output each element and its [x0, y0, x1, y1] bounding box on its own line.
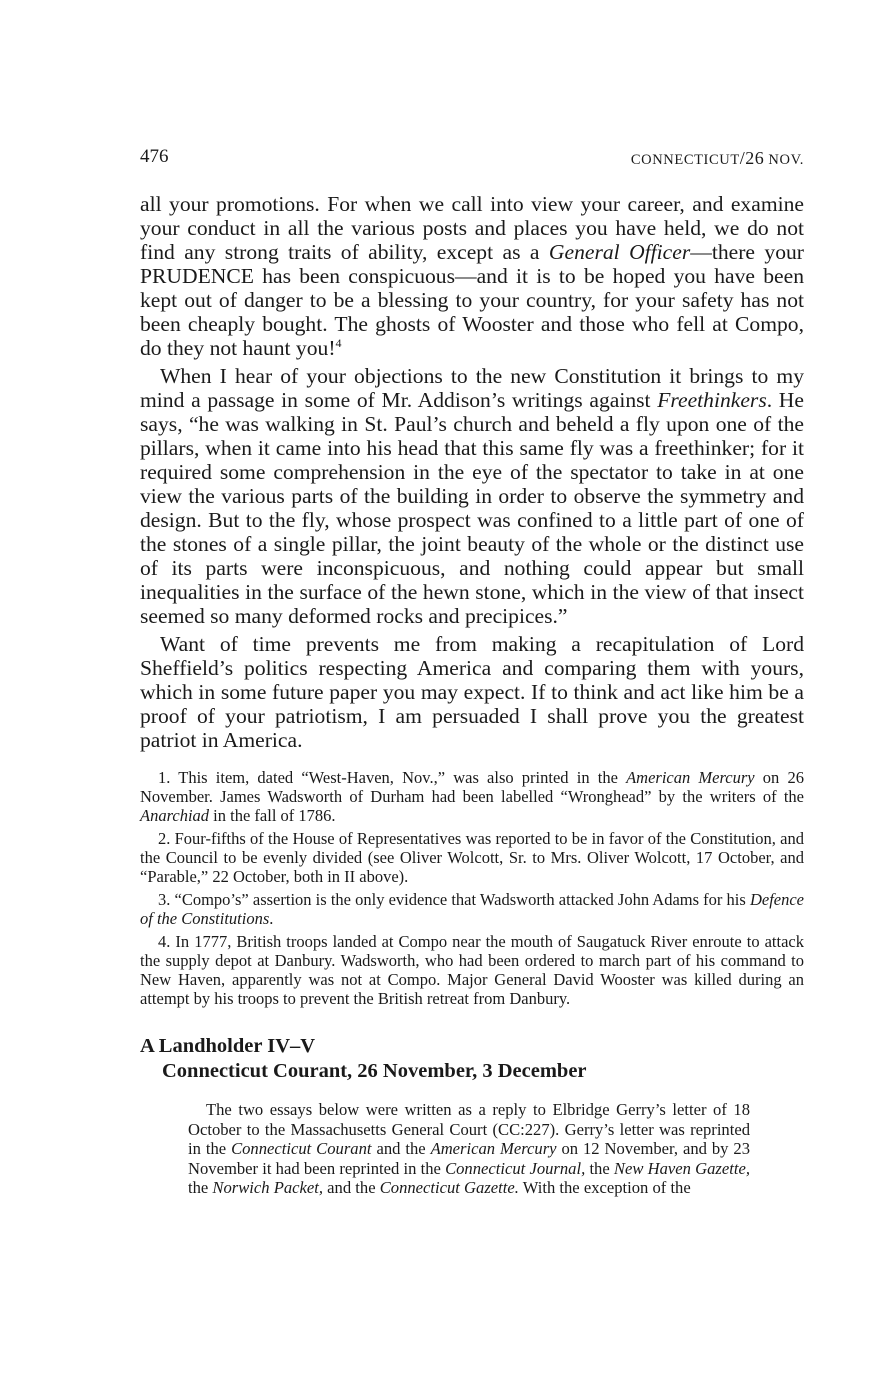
text-run: The two essays below were written as a reply to Elbridge Gerry’s letter of 18 October to the Massachusetts General Court (CC:227). Gerry’s letter was reprinted in the — [188, 1100, 750, 1159]
footnotes — [140, 768, 804, 1008]
italic-text: Connecticut Courant — [231, 1139, 372, 1159]
section-heading — [140, 1034, 804, 1084]
italic-text: Anarchiad — [140, 806, 210, 825]
headnote — [188, 1100, 750, 1198]
section-subtitle: Connecticut Courant, 26 November, 3 December — [162, 1060, 587, 1082]
running-title-state: CONNECTICUT — [630, 152, 740, 168]
paragraph — [140, 364, 804, 628]
italic-text: Connecticut Gazette. — [379, 1178, 519, 1198]
book-page — [140, 140, 804, 1198]
text-run: . He says, “he was walking in St. Paul’s church and beheld a fly upon one of the pillars, when it came into his head that this same fly was a freethinker; for it required some comprehension in the eye of the spectator to take in at one view the various parts of the building in order to observe the symmetry and design. But to the fly, whose prospect was confined to a little part of one of the stones of a single pillar, the joint beauty of the whole or the distinct use of its parts were inconspicuous, and nothing could appear but small inequalities in the surface of the hewn stone, which in the view of that insect seemed so many deformed rocks and precipices.” — [140, 388, 804, 628]
text-run: the — [188, 1178, 213, 1198]
running-title-day: 26 — [745, 148, 765, 168]
page-number: 476 — [140, 146, 169, 167]
italic-text: Defence of the Constitutions — [140, 890, 804, 928]
text-run: the — [585, 1158, 614, 1178]
italic-text: Connecticut Journal, — [445, 1158, 586, 1178]
text-run: in the fall of 1786. — [209, 806, 336, 825]
text-run: . — [269, 909, 274, 928]
text-run: When I hear of your objections to the new Constitution it brings to my mind a passage in some of Mr. Addison’s writings against — [140, 364, 804, 412]
footnote — [140, 890, 804, 928]
footnote-ref[interactable]: 4 — [335, 335, 342, 350]
text-run: and the — [323, 1178, 380, 1198]
headnote-paragraph — [188, 1100, 750, 1198]
paragraph: Want of time prevents me from making a recapitulation of Lord Sheffield’s politics respecting America and comparing them with yours, which in some future paper you may expect. If to think and act like him be a proof of your patriotism, I am persuaded I shall prove you the greatest patriot in America. — [140, 632, 804, 752]
text-run: With the exception of the — [518, 1178, 691, 1198]
text-run: 1. This item, dated “West-Haven, Nov.,” was also printed in the — [158, 768, 627, 787]
italic-text: Freethinkers — [657, 388, 767, 412]
running-head — [140, 140, 804, 176]
text-run: on 12 November, and by 23 November it had been reprinted in the — [188, 1139, 751, 1178]
italic-text: American Mercury — [430, 1139, 557, 1159]
paragraph — [140, 192, 804, 360]
text-run: and the — [371, 1139, 431, 1159]
text-run: 3. “Compo’s” assertion is the only evidence that Wadsworth attacked John Adams for his — [158, 890, 750, 909]
section-title: A Landholder IV–V — [140, 1035, 316, 1057]
italic-text: General Officer — [548, 240, 691, 264]
main-text — [140, 192, 804, 752]
italic-text: Norwich Packet, — [212, 1178, 324, 1198]
italic-text: American Mercury — [626, 768, 755, 787]
text-run: —there your PRUDENCE has been conspicuous—and it is to be hoped you have been kept out of danger to be a blessing to your country, for your safety has not been cheaply bought. The ghosts of Wooster and those who fell at Compo, do they not haunt you! — [140, 240, 804, 360]
running-title-month: NOV. — [768, 152, 804, 168]
footnote: 2. Four-fifths of the House of Representatives was reported to be in favor of the Constitution, and the Council to be evenly divided (see Oliver Wolcott, Sr. to Mrs. Oliver Wolcott, 17 October, and “Parable,” 22 October, both in II above). — [140, 829, 804, 886]
italic-text: New Haven Gazette, — [613, 1158, 750, 1178]
footnote: 4. In 1777, British troops landed at Compo near the mouth of Saugatuck River enroute to attack the supply depot at Danbury. Wadsworth, who had been ordered to march part of his command to New Haven, apparently was not at Compo. Major General David Wooster was killed during an attempt by his troops to prevent the British retreat from Danbury. — [140, 932, 804, 1008]
text-run: on 26 November. James Wadsworth of Durham had been labelled “Wronghead” by the writers of the — [140, 768, 804, 806]
running-title-slash: / — [739, 148, 746, 168]
text-run: all your promotions. For when we call into view your career, and examine your conduct in all the various posts and places you have held, we do not find any strong traits of ability, except as a — [140, 192, 804, 264]
running-title — [631, 148, 804, 169]
footnote — [140, 768, 804, 825]
